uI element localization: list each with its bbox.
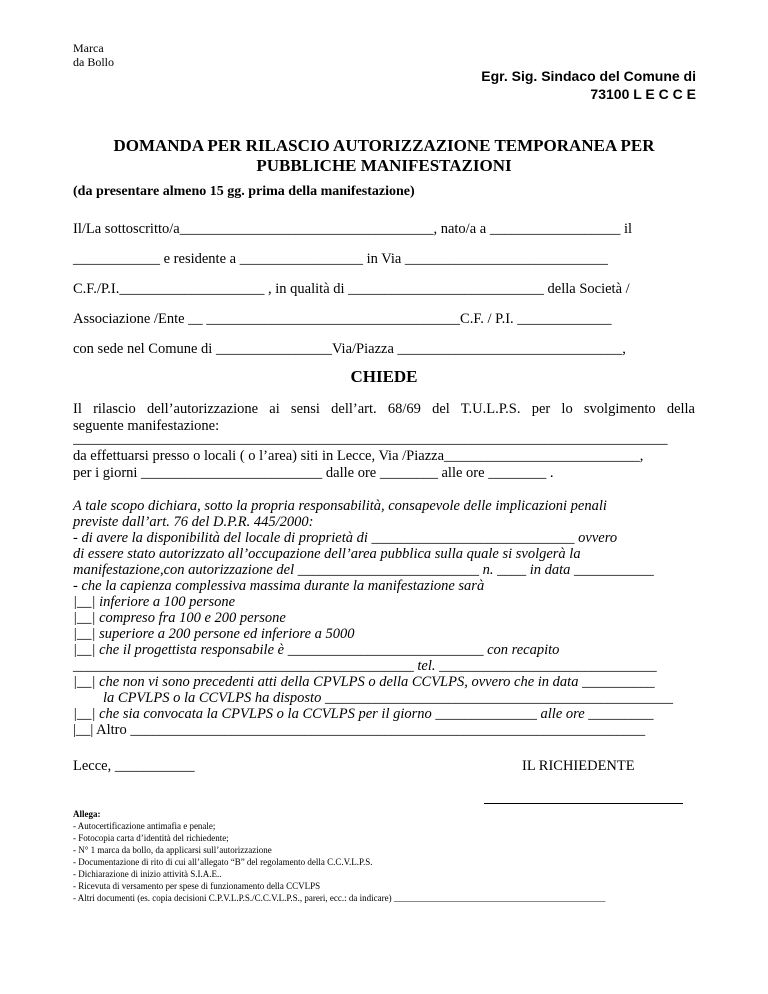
declaration-line[interactable]: manifestazione,con autorizzazione del _________________________ n. ____ in data ___________: [73, 562, 654, 578]
event-location-line[interactable]: da effettuarsi presso o locali ( o l’area) siti in Lecce, Via /Piazza___________________________,: [73, 448, 644, 464]
attachment-item: - N° 1 marca da bollo, da applicarsi sull’autorizzazione: [73, 845, 272, 855]
event-days-line[interactable]: per i giorni _________________________ dalle ore ________ alle ore ________ .: [73, 465, 554, 481]
applicant-seat-line[interactable]: con sede nel Comune di ________________Via/Piazza _______________________________,: [73, 341, 626, 357]
convocation-checkbox[interactable]: |__| che sia convocata la CPVLPS o la CCVLPS per il giorno ______________ alle ore _________: [73, 706, 654, 722]
submission-note: (da presentare almeno 15 gg. prima della manifestazione): [73, 184, 415, 199]
stamp-placeholder: [73, 41, 114, 69]
attachments-list: [73, 808, 605, 904]
attachment-item: - Fotocopia carta d’identità del richiedente;: [73, 833, 229, 843]
recipient-line-1: Egr. Sig. Sindaco del Comune di: [481, 68, 696, 84]
chiede-heading: CHIEDE: [350, 367, 418, 386]
title-line: DOMANDA PER RILASCIO AUTORIZZAZIONE TEMPORANEA PER: [113, 136, 655, 155]
applicant-fiscal-line[interactable]: C.F./P.I.____________________ , in qualità di ___________________________ della Società /: [73, 281, 630, 297]
attachment-item: - Documentazione di rito di cui all’allegato “B” del regolamento della C.C.V.L.P.S.: [73, 857, 373, 867]
capacity-checkbox-under-100[interactable]: |__| inferiore a 100 persone: [73, 594, 236, 610]
precedents-detail-line[interactable]: la CPVLPS o la CCVLPS ha disposto ________________________________________________: [103, 690, 673, 706]
designer-checkbox[interactable]: |__| che il progettista responsabile è ___________________________ con recapito: [73, 642, 560, 658]
title-line: PUBBLICHE MANIFESTAZIONI: [256, 156, 512, 175]
stamp-line: Marca: [73, 41, 104, 55]
capacity-checkbox-100-200[interactable]: |__| compreso fra 100 e 200 persone: [73, 610, 286, 626]
attachments-heading: Allega:: [73, 809, 101, 819]
signature-label: IL RICHIEDENTE: [522, 758, 635, 774]
signature-line[interactable]: [484, 803, 683, 804]
applicant-association-line[interactable]: Associazione /Ente __ ___________________________________C.F. / P.I. _____________: [73, 311, 612, 327]
declaration-line[interactable]: - di avere la disponibilità del locale di proprietà di ____________________________ ovvero: [73, 530, 618, 546]
request-line: Il rilascio dell’autorizzazione ai sensi dell’art. 68/69 del T.U.L.P.S. per lo svolgimento della: [73, 401, 695, 417]
declaration-line: previste dall’art. 76 del D.P.R. 445/2000:: [73, 514, 314, 530]
attachment-item: - Dichiarazione di inizio attività S.I.A.E..: [73, 869, 222, 879]
attachment-item: - Ricevuta di versamento per spese di funzionamento della CCVLPS: [73, 881, 321, 891]
declaration-line: A tale scopo dichiara, sotto la propria responsabilità, consapevole delle implicazioni penali: [73, 498, 607, 514]
stamp-line: da Bollo: [73, 55, 114, 69]
request-line: seguente manifestazione:: [73, 418, 220, 434]
recipient-line-2: 73100 L E C C E: [590, 86, 696, 102]
designer-contact-line[interactable]: _______________________________________________ tel. ______________________________: [73, 658, 657, 674]
document-title: [60, 136, 708, 176]
precedents-checkbox[interactable]: |__| che non vi sono precedenti atti della CPVLPS o della CCVLPS, ovvero che in data __________: [73, 674, 655, 690]
applicant-name-line[interactable]: Il/La sottoscritto/a___________________________________, nato/a a __________________ il: [73, 221, 633, 237]
declaration-line: di essere stato autorizzato all’occupazione dell’area pubblica sulla quale si svolgerà la: [73, 546, 581, 562]
declaration-line: - che la capienza complessiva massima durante la manifestazione sarà: [73, 578, 485, 594]
event-name-field[interactable]: __________________________________________________________________________________: [73, 431, 668, 447]
applicant-residence-line[interactable]: ____________ e residente a _________________ in Via ____________________________: [73, 251, 608, 267]
attachment-item: - Autocertificazione antimafia e penale;: [73, 821, 216, 831]
place-date-field[interactable]: Lecce, ___________: [73, 758, 195, 774]
attachment-item[interactable]: - Altri documenti (es. copia decisioni C.P.V.L.P.S./C.C.V.L.P.S., pareri, ecc.: da indicare) _______________________________________________: [73, 893, 606, 903]
other-checkbox[interactable]: |__| Altro _______________________________________________________________________: [73, 722, 646, 738]
capacity-checkbox-200-5000[interactable]: |__| superiore a 200 persone ed inferiore a 5000: [73, 626, 355, 642]
